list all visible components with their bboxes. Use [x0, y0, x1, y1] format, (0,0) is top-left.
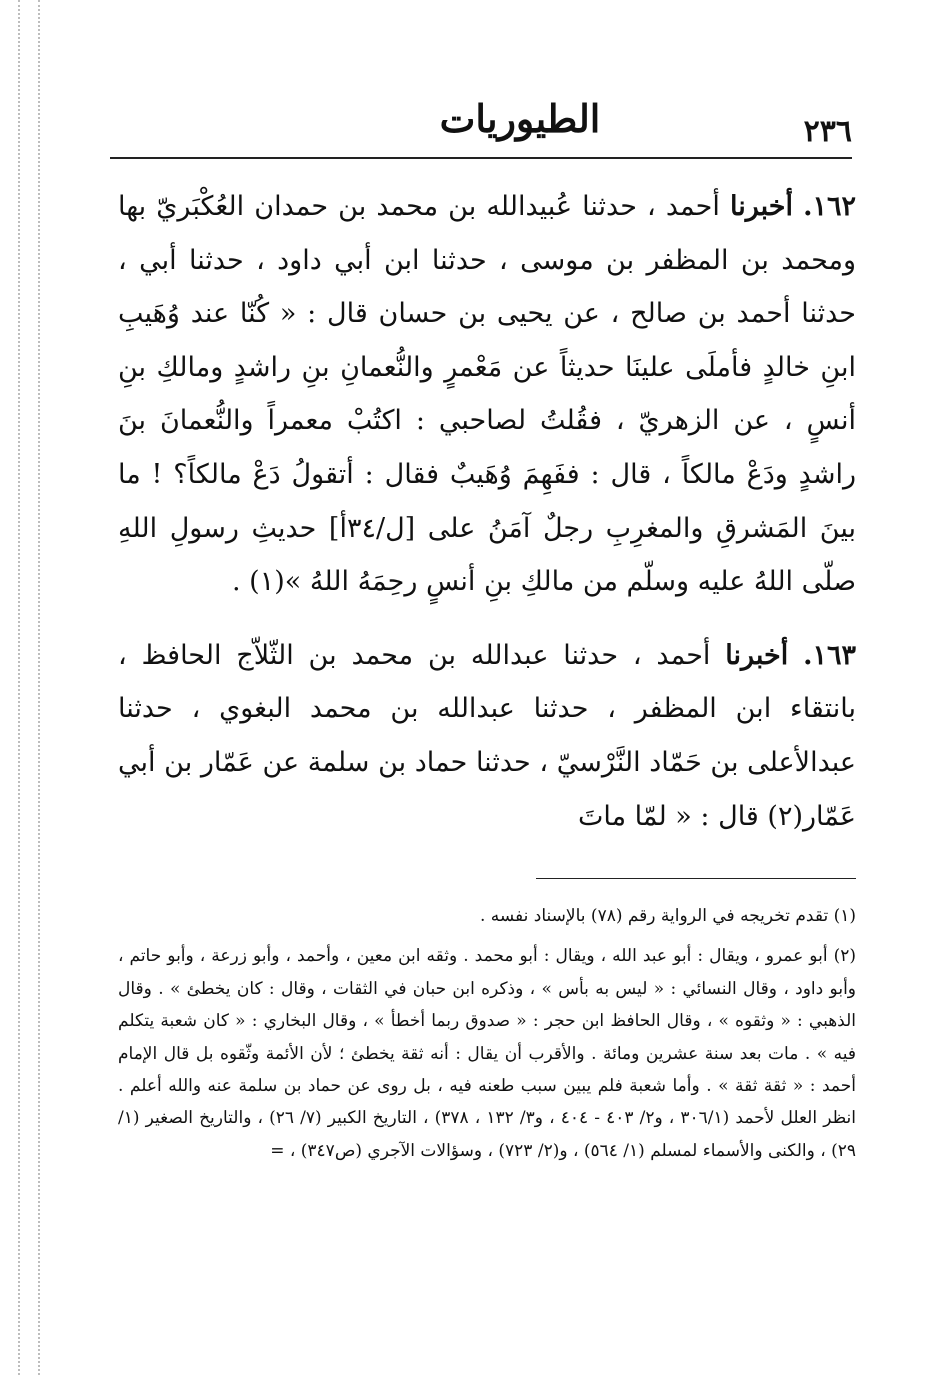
footnote	[118, 940, 856, 1167]
scan-dotted-line	[38, 0, 40, 1375]
running-title: الطيوريات	[439, 96, 601, 141]
main-text	[118, 180, 856, 863]
hadith-paragraph	[118, 629, 856, 843]
hadith-text: أحمد ، حدثنا عُبيدالله بن محمد بن حمدان العُكْبَريّ بها ومحمد بن المظفر بن موسى ، حدثنا ابن أبي داود ، حدثنا أبي ، حدثنا أحمد بن صالح ، عن يحيى بن حسان قال : « كُنّا عند وُهَيبِ ابنِ خالدٍ فأملَى علينَا حديثاً عن مَعْمرٍ والنُّعمانِ بنِ راشدٍ ومالكِ بنِ أنسٍ ، عن الزهريّ ، فقُلتُ لصاحبي : اكتُبْ معمراً والنُّعمانَ بنَ راشدٍ ودَعْ مالكاً ، قال : ففَهِمَ وُهَيبٌ فقال : أتقولُ دَعْ مالكاً؟ ! ما بينَ المَشرقِ والمغرِبِ رجلٌ آمَنُ على [ل/٣٤أ] حديثِ رسولِ اللهِ صلّى اللهُ عليه وسلّم من مالكِ بنِ أنسٍ رحِمَهُ اللهُ »(١) .	[118, 191, 856, 598]
scan-dotted-line	[18, 0, 20, 1375]
hadith-number: ١٦٣.	[803, 639, 856, 671]
hadith-number: ١٦٢.	[803, 191, 856, 222]
header-rule	[110, 157, 852, 159]
footnote-marker: (١)	[833, 906, 856, 926]
hadith-paragraph	[118, 180, 856, 609]
footnote-text: أبو عمرو ، ويقال : أبو عبد الله ، ويقال : أبو محمد . وثقه ابن معين ، وأحمد ، وأبو زرعة ، وأبو حاتم ، وأبو داود ، وقال النسائي : « ليس به بأس » ، وذكره ابن حبان في الثقات ، وقال : كان يخطئ » . وقال الذهبي : « وثقوه » ، وقال الحافظ ابن حجر : « صدوق ربما أخطأ » ، وقال البخاري : « كان شعبة يتكلم فيه » . مات بعد سنة عشرين ومائة . والأقرب أن يقال : أنه ثقة يخطئ ؛ لأن الأئمة وثّقوه بل قال الإمام أحمد : « ثقة ثقة » . وأما شعبة فلم يبين سبب طعنه فيه ، بل روى عن حماد بن سلمة عنه والله أعلم . انظر العلل لأحمد (٣٠٦/١ ، و٢/ ٤٠٣ - ٤٠٤ ، و٣/ ١٣٢ ، ٣٧٨) ، التاريخ الكبير (٧/ ٢٦) ، والتاريخ الصغير (١/ ٢٩) ، والكنى والأسماء لمسلم (١/ ٥٦٤) ، و(٢/ ٧٢٣) ، وسؤالات الآجري (ص٣٤٧) ، =	[118, 946, 856, 1161]
footnote	[118, 900, 856, 932]
page-header	[110, 96, 852, 158]
footnote-marker: (٢)	[833, 946, 856, 967]
hadith-text: أحمد ، حدثنا عبدالله بن محمد بن الثّلاّج الحافظ ، بانتقاء ابن المظفر ، حدثنا عبدالله بن محمد البغوي ، حدثنا عبدالأعلى بن حَمّاد النَّرْسيّ ، حدثنا حماد بن سلمة عن عَمّار بن أبي عَمّار(٢) قال : « لمّا ماتَ	[118, 639, 856, 832]
footnotes	[118, 900, 856, 1175]
hadith-lead-word: أخبرنا	[725, 639, 789, 671]
page-number: ٢٣٦	[803, 114, 852, 149]
hadith-lead-word: أخبرنا	[729, 191, 793, 222]
footnote-rule	[536, 878, 856, 879]
footnote-text: تقدم تخريجه في الرواية رقم (٧٨) بالإسناد نفسه .	[479, 906, 829, 926]
